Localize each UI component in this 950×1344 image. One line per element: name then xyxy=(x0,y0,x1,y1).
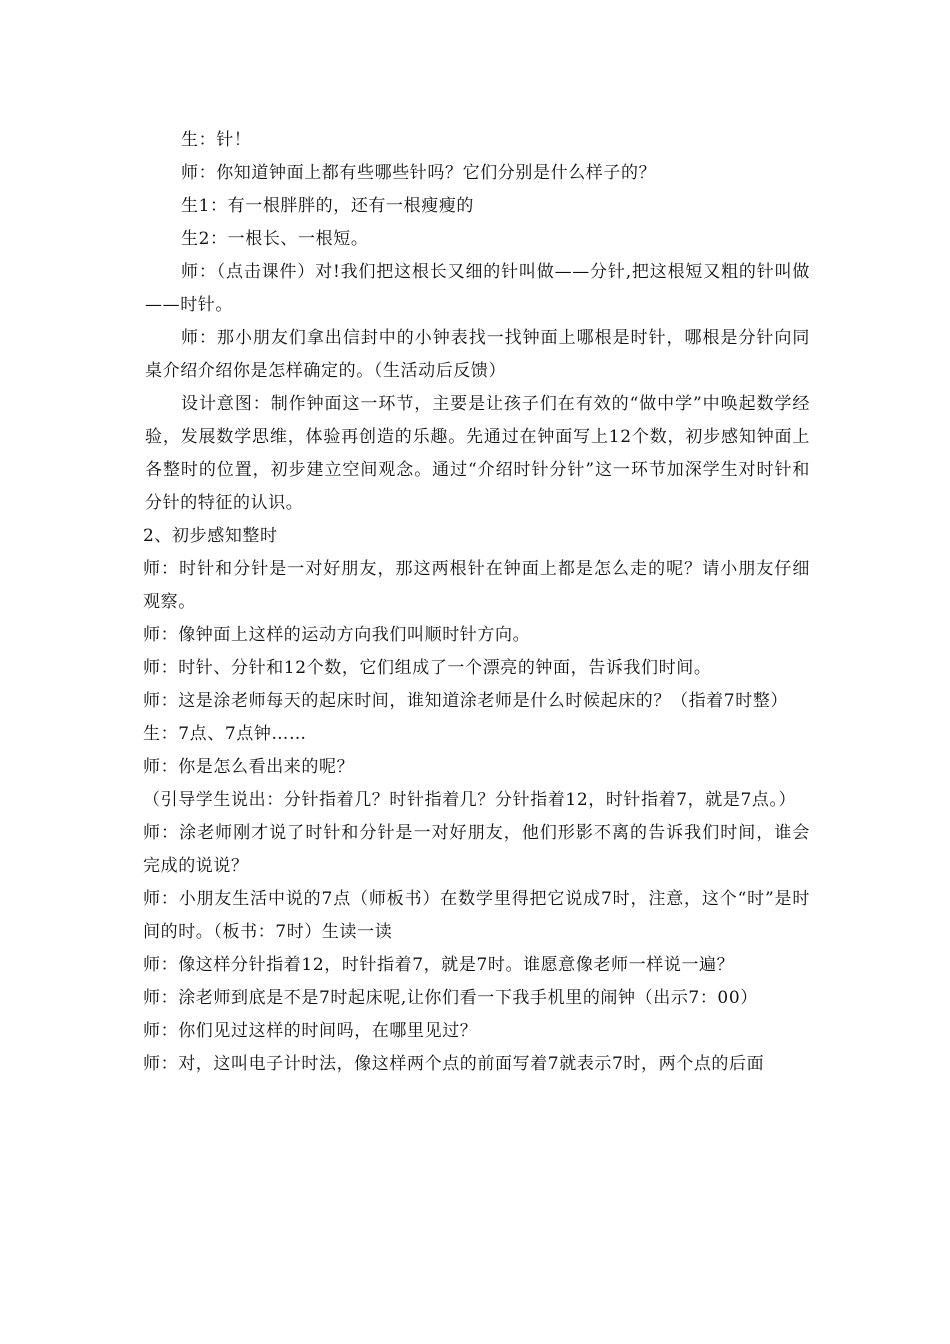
paragraph-design-intent: 设计意图：制作钟面这一环节，主要是让孩子们在有效的“做中学”中唤起数学经验，发展数学思维，体验再创造的乐趣。先通过在钟面写上12个数，初步感知钟面上各整时的位置，初步建立空间观念。通过“介绍时针分针”这一环节加深学生对时针和分针的特征的认识。 xyxy=(145,394,810,513)
section-heading-whole-hours: 2、初步感知整时 xyxy=(143,526,278,546)
paragraph-teacher-clockwise: 师：像钟面上这样的运动方向我们叫顺时针方向。 xyxy=(143,625,531,645)
paragraph-teacher-seven-hour: 师：小朋友生活中说的7点（师板书）在数学里得把它说成7时，注意，这个“时”是时间的时。（板书：7时）生读一读 xyxy=(143,889,810,942)
paragraph-student-seven: 生：7点、7点钟…… xyxy=(143,724,307,744)
paragraph-teacher-activity: 师：那小朋友们拿出信封中的小钟表找一找钟面上哪根是时针，哪根是分针向同桌介绍介绍你是怎样确定的。（生活动后反馈） xyxy=(145,328,810,381)
paragraph-teacher-seen-before: 师：你们见过这样的时间吗，在哪里见过？ xyxy=(143,1021,478,1041)
paragraph-teacher-observe: 师：时针和分针是一对好朋友，那这两根针在钟面上都是怎么走的呢？请小朋友仔细观察。 xyxy=(143,559,810,612)
paragraph-teacher-clock-face: 师：时针、分针和12个数，它们组成了一个漂亮的钟面，告诉我们时间。 xyxy=(143,658,712,678)
paragraph-guide-students: （引导学生说出：分针指着几？时针指着几？分针指着12，时针指着7，就是7点。） xyxy=(143,790,797,810)
paragraph-teacher-alarm: 师：涂老师到底是不是7时起床呢,让你们看一下我手机里的闹钟（出示7：00） xyxy=(143,988,758,1008)
paragraph-teacher-how: 师：你是怎么看出来的呢？ xyxy=(143,757,355,777)
paragraph-student2-answer: 生2：一根长、一根短。 xyxy=(181,229,369,249)
document-page xyxy=(145,124,810,1081)
paragraph-teacher-digital-time: 师：对，这叫电子计时法，像这样两个点的前面写着7就表示7时，两个点的后面 xyxy=(143,1054,765,1074)
paragraph-teacher-wakeup-time: 师：这是涂老师每天的起床时间，谁知道涂老师是什么时候起床的？（指着7时整） xyxy=(143,691,789,711)
paragraph-teacher-repeat: 师：像这样分针指着12，时针指着7，就是7时。谁愿意像老师一样说一遍？ xyxy=(143,955,735,975)
paragraph-teacher-names-hands: 师：（点击课件）对!我们把这根长又细的针叫做——分针,把这根短又粗的针叫做——时针。 xyxy=(145,262,810,315)
paragraph-student-answer-needle: 生：针！ xyxy=(181,130,252,150)
paragraph-teacher-question-hands: 师：你知道钟面上都有些哪些针吗？它们分别是什么样子的？ xyxy=(181,163,657,183)
paragraph-student1-answer: 生1：有一根胖胖的，还有一根瘦瘦的 xyxy=(181,196,475,216)
paragraph-teacher-good-friends: 师：涂老师刚才说了时针和分针是一对好朋友，他们形影不离的告诉我们时间，谁会完成的说说？ xyxy=(143,823,810,876)
